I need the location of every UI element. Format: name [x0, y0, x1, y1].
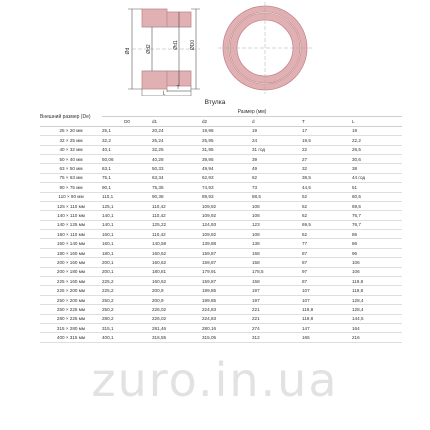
table-cell: 200,9 — [152, 295, 202, 304]
table-cell: 110,42 — [152, 211, 202, 220]
column-header: d — [252, 117, 302, 126]
table-cell: 109,92 — [202, 230, 252, 239]
label-L: L — [162, 90, 166, 96]
table-row — [40, 314, 402, 323]
table-cell: 25,95 — [202, 136, 252, 145]
row-outer-size: 25 × 20 мм — [40, 126, 102, 135]
table-cell: 62 — [302, 201, 352, 210]
table-cell: 77 — [302, 239, 352, 248]
table-cell: 125,22 — [152, 220, 202, 229]
table-cell: 159,87 — [202, 248, 252, 257]
table-cell: 39,95 — [202, 154, 252, 163]
front-view — [218, 2, 312, 94]
row-outer-size: 225 × 160 мм — [40, 277, 102, 286]
table-cell: 199,85 — [202, 295, 252, 304]
table-cell: 69,5 — [352, 201, 402, 210]
row-outer-size: 140 × 110 мм — [40, 211, 102, 220]
table-cell: 109,92 — [202, 211, 252, 220]
table-cell: 63,34 — [152, 173, 202, 182]
table-cell: 124,93 — [202, 220, 252, 229]
table-cell: 52 — [302, 192, 352, 201]
table-row — [40, 211, 402, 220]
table-title: Втулка — [204, 99, 226, 106]
table-cell: 17 — [302, 126, 352, 135]
header-outer-size: Внешний размер (De) — [40, 108, 102, 126]
table-cell: 38 — [352, 164, 402, 173]
column-header: T — [302, 117, 352, 126]
row-outer-size: 75 × 63 мм — [40, 173, 102, 182]
table-cell: 108 — [252, 230, 302, 239]
table-cell: 315,1 — [102, 323, 152, 332]
table-row — [40, 173, 402, 182]
table-cell: 96 — [352, 248, 402, 257]
table-cell: 62,93 — [202, 173, 252, 182]
table-cell: 51 — [352, 183, 402, 192]
table-cell: 160,1 — [102, 239, 152, 248]
table-cell: 24 — [252, 136, 302, 145]
row-outer-size: 125 × 110 мм — [40, 201, 102, 210]
row-outer-size: 160 × 140 мм — [40, 239, 102, 248]
table-cell: 97 — [302, 267, 352, 276]
table-cell: 26,5 — [352, 145, 402, 154]
table-cell: 107 — [302, 295, 352, 304]
table-cell: 138 — [252, 239, 302, 248]
table-cell: 178,5 — [252, 267, 302, 276]
table-cell: 216 — [352, 333, 402, 342]
table-row — [40, 267, 402, 276]
table-cell: 62 — [302, 211, 352, 220]
side-wall-top-left — [142, 9, 167, 27]
table-cell: 19,5 — [302, 136, 352, 145]
row-outer-size: 90 × 75 мм — [40, 183, 102, 192]
column-header: L — [352, 117, 402, 126]
table-cell: 119,8 — [302, 314, 352, 323]
table-cell: 165 — [302, 333, 352, 342]
table-cell: 25,24 — [152, 136, 202, 145]
table-cell: 281,46 — [152, 323, 202, 332]
table-cell: 22 — [302, 145, 352, 154]
row-outer-size: 180 × 160 мм — [40, 248, 102, 257]
row-outer-size: 63 × 50 мм — [40, 164, 102, 173]
table-cell: 44,5 — [302, 183, 352, 192]
table-cell: 160,62 — [152, 258, 202, 267]
table-cell: 86 — [352, 239, 402, 248]
table-cell: 76,7 — [352, 220, 402, 229]
table-cell: 75,1 — [102, 173, 152, 182]
table-row — [40, 183, 402, 192]
label-T: T — [176, 85, 180, 91]
table-cell: 76,7 — [352, 211, 402, 220]
table-row — [40, 145, 402, 154]
table-row — [40, 201, 402, 210]
side-wall-bottom-left — [142, 71, 167, 89]
table-cell: 44 год — [352, 173, 402, 182]
row-outer-size: 280 × 225 мм — [40, 314, 102, 323]
table-cell: 32 — [302, 164, 352, 173]
watermark: zuro.in.ua — [91, 353, 339, 407]
table-cell: 49 — [252, 164, 302, 173]
table-cell: 224,83 — [202, 314, 252, 323]
table-cell: 140,1 — [102, 220, 152, 229]
table-cell: 40,28 — [152, 154, 202, 163]
table-cell: 75,35 — [152, 183, 202, 192]
label-d: Ød — [125, 47, 131, 55]
spec-table — [40, 108, 402, 343]
table-cell: 19,96 — [202, 126, 252, 135]
table-cell: 274 — [252, 323, 302, 332]
table-row — [40, 305, 402, 314]
table-cell: 38,5 — [302, 173, 352, 182]
table-cell: 221 — [252, 305, 302, 314]
table-cell: 147 — [302, 323, 352, 332]
table-cell: 199,85 — [202, 286, 252, 295]
table-cell: 73 — [252, 183, 302, 192]
column-header: D0 — [102, 117, 152, 126]
table-cell: 128,4 — [352, 295, 402, 304]
table-row — [40, 248, 402, 257]
table-cell: 50,33 — [152, 164, 202, 173]
table-cell: 140,1 — [102, 211, 152, 220]
table-cell: 119,8 — [302, 305, 352, 314]
row-outer-size: 225 × 200 мм — [40, 286, 102, 295]
table-row — [40, 239, 402, 248]
row-outer-size: 315 × 280 мм — [40, 323, 102, 332]
table-cell: 225,2 — [102, 277, 152, 286]
table-row — [40, 258, 402, 267]
table-cell: 316,55 — [152, 333, 202, 342]
table-cell: 226,02 — [152, 314, 202, 323]
row-outer-size: 110 × 90 мм — [40, 192, 102, 201]
table-cell: 224,83 — [202, 305, 252, 314]
table-row — [40, 286, 402, 295]
row-outer-size: 160 × 110 мм — [40, 230, 102, 239]
table-cell: 22,2 — [352, 136, 402, 145]
row-outer-size: 400 × 315 мм — [40, 333, 102, 342]
table-cell: 87 — [302, 248, 352, 257]
table-cell: 280,2 — [102, 314, 152, 323]
table-cell: 69,5 — [302, 220, 352, 229]
table-cell: 49,94 — [202, 164, 252, 173]
table-row — [40, 295, 402, 304]
table-cell: 140,58 — [152, 239, 202, 248]
table-cell: 19 — [252, 126, 302, 135]
table-cell: 87 — [302, 277, 352, 286]
table-row — [40, 277, 402, 286]
table-cell: 107 — [302, 286, 352, 295]
table-cell: 119,8 — [352, 277, 402, 286]
table-cell: 63,1 — [102, 164, 152, 173]
table-cell: 250,2 — [102, 305, 152, 314]
table-cell: 74,93 — [202, 183, 252, 192]
row-outer-size: 40 × 32 мм — [40, 145, 102, 154]
table-cell: 226,02 — [152, 305, 202, 314]
table-cell: 221 — [252, 314, 302, 323]
table-row — [40, 126, 402, 135]
table-row — [40, 333, 402, 342]
table-cell: 88,5 — [252, 192, 302, 201]
table-cell: 144,5 — [352, 314, 402, 323]
table-cell: 158 — [252, 258, 302, 267]
table-cell: 200,1 — [102, 258, 152, 267]
table-cell: 20,24 — [152, 126, 202, 135]
table-cell: 106 — [352, 258, 402, 267]
table-cell: 180,1 — [102, 248, 152, 257]
table-cell: 60,5 — [352, 192, 402, 201]
table-cell: 109,92 — [202, 201, 252, 210]
table-cell: 158 — [252, 248, 302, 257]
table-cell: 31 год — [252, 145, 302, 154]
table-row — [40, 164, 402, 173]
table-cell: 90,38 — [152, 192, 202, 201]
table-cell: 108 — [252, 211, 302, 220]
row-outer-size: 50 × 40 мм — [40, 154, 102, 163]
table-cell: 179,91 — [202, 267, 252, 276]
table-cell: 312 — [252, 333, 302, 342]
table-cell: 180,81 — [152, 267, 202, 276]
table-cell: 39 — [252, 154, 302, 163]
table-cell: 400,1 — [102, 333, 152, 342]
side-view — [125, 9, 200, 96]
table-row — [40, 136, 402, 145]
table-cell: 32,2 — [102, 136, 152, 145]
table-cell: 31,95 — [202, 145, 252, 154]
table-cell: 128,4 — [352, 305, 402, 314]
table-cell: 158 — [252, 277, 302, 286]
table-cell: 32,25 — [152, 145, 202, 154]
table-cell: 19 — [352, 126, 402, 135]
table-cell: 200,9 — [152, 286, 202, 295]
row-outer-size: 200 × 180 мм — [40, 267, 102, 276]
table-cell: 62 — [252, 173, 302, 182]
table-cell: 159,87 — [202, 258, 252, 267]
table-cell: 315,05 — [202, 333, 252, 342]
table-cell: 50,06 — [102, 154, 152, 163]
column-header: d1 — [152, 117, 202, 126]
table-row — [40, 220, 402, 229]
table-row — [40, 323, 402, 332]
table-cell: 119,8 — [352, 286, 402, 295]
label-d2: Ød2 — [146, 44, 152, 54]
table-body — [40, 126, 402, 342]
table-cell: 225,2 — [102, 286, 152, 295]
table-cell: 89,93 — [202, 192, 252, 201]
table-cell: 197 — [252, 286, 302, 295]
table-cell: 110,42 — [152, 201, 202, 210]
table-cell: 197 — [252, 295, 302, 304]
row-outer-size: 200 × 160 мм — [40, 258, 102, 267]
table-cell: 200,1 — [102, 267, 152, 276]
table-cell: 106 — [352, 267, 402, 276]
table-cell: 160,1 — [102, 230, 152, 239]
row-outer-size: 140 × 125 мм — [40, 220, 102, 229]
table-cell: 27 — [302, 154, 352, 163]
row-outer-size: 32 × 25 мм — [40, 136, 102, 145]
table-cell: 90,1 — [102, 183, 152, 192]
label-d1: Ød1 — [173, 40, 179, 50]
table-cell: 25,1 — [102, 126, 152, 135]
table-cell: 250,2 — [102, 295, 152, 304]
table-cell: 123 — [252, 220, 302, 229]
table-cell: 160,62 — [152, 277, 202, 286]
table-cell: 30,6 — [352, 154, 402, 163]
table-cell: 108 — [252, 201, 302, 210]
label-D0: ØD0 — [190, 39, 196, 51]
table-cell: 110,42 — [152, 230, 202, 239]
table-cell: 40,1 — [102, 145, 152, 154]
technical-drawing — [0, 0, 430, 96]
row-outer-size: 250 × 225 мм — [40, 305, 102, 314]
table-cell: 86 — [352, 230, 402, 239]
table-cell: 160,62 — [152, 248, 202, 257]
column-header: d2 — [202, 117, 252, 126]
table-cell: 280,16 — [202, 323, 252, 332]
table-cell: 62 — [302, 230, 352, 239]
table-cell: 110,1 — [102, 192, 152, 201]
table-row — [40, 192, 402, 201]
row-outer-size: 250 × 200 мм — [40, 295, 102, 304]
table-cell: 164 — [352, 323, 402, 332]
table-cell: 159,87 — [202, 277, 252, 286]
table-row — [40, 230, 402, 239]
table-cell: 125,1 — [102, 201, 152, 210]
table-cell: 139,88 — [202, 239, 252, 248]
table-cell: 87 — [302, 258, 352, 267]
table-row — [40, 154, 402, 163]
header-size-group: Размер (мм) — [102, 108, 402, 117]
